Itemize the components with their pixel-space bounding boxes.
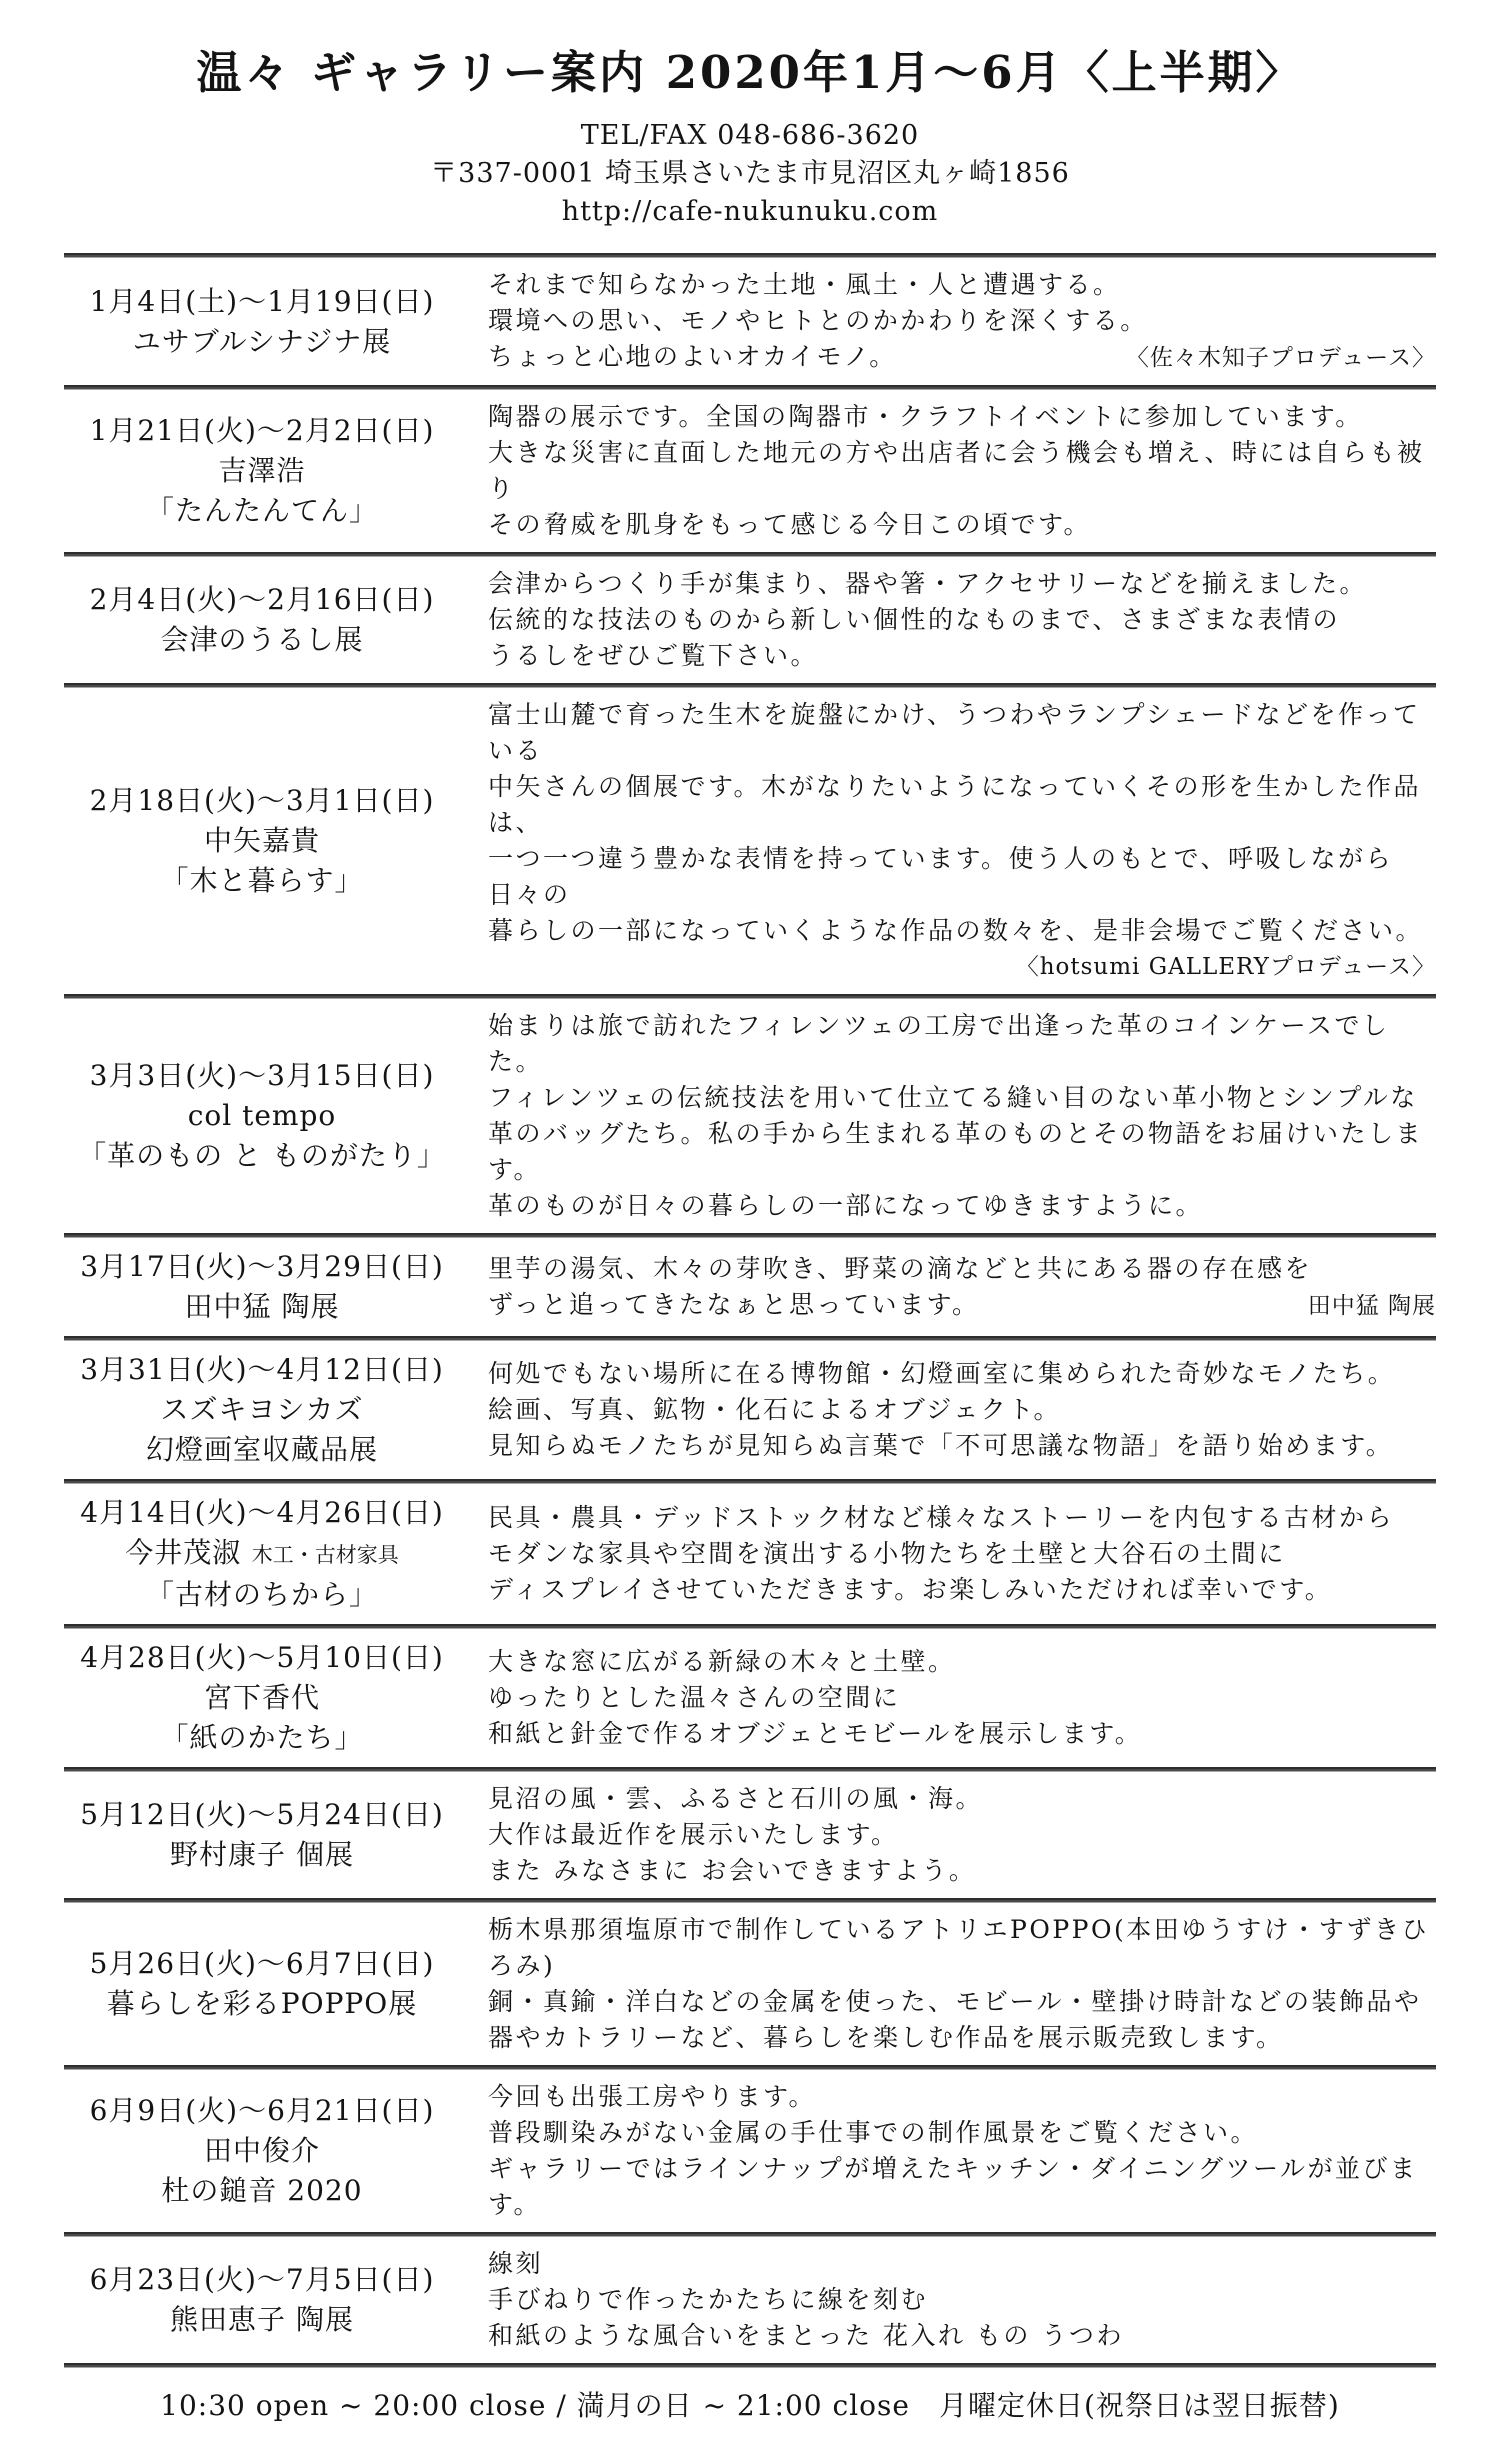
description-line (488, 697, 1436, 769)
description-text: 栃木県那須塩原市で制作しているアトリエPOPPO(本田ゆうすけ・すずきひろみ) (488, 1915, 1429, 1980)
description-line (488, 638, 1436, 674)
description-line (488, 1392, 1436, 1428)
description-text: 陶器の展示です。全国の陶器市・クラフトイベントに参加しています。 (488, 402, 1363, 431)
entry-title: 会津のうるし展 (160, 623, 364, 656)
entry-title: 「たんたんてん」 (145, 494, 378, 527)
description-text: 器やカトラリーなど、暮らしを楽しむ作品を展示販売致します。 (488, 2023, 1284, 2052)
exhibition-entry (64, 1341, 1436, 1479)
description-text: 何処でもない場所に在る博物館・幻燈画室に集められた奇妙なモノたち。 (488, 1359, 1396, 1388)
description-text: また みなさまに お会いできますよう。 (488, 1856, 977, 1885)
description-line (488, 841, 1436, 913)
address-line: 〒337-0001 埼玉県さいたま市見沼区丸ヶ崎1856 (430, 158, 1070, 189)
page-title: 温々 ギャラリー案内 2020年1月〜6月〈上半期〉 (196, 46, 1304, 99)
entry-title: 中矢嘉貴 (203, 824, 320, 857)
entry-description (488, 2079, 1436, 2223)
exhibition-entry (64, 1238, 1436, 1336)
description-line (488, 1781, 1436, 1817)
description-text: 手びねりで作ったかたちに線を刻む (488, 2285, 929, 2314)
description-text: 見沼の風・雲、ふるさと石川の風・海。 (488, 1784, 984, 1813)
description-text: 中矢さんの個展です。木がなりたいようになっていくその形を生かした作品は、 (488, 772, 1422, 837)
description-text: うるしをぜひご覧下さい。 (488, 641, 819, 670)
description-line (488, 1912, 1436, 1984)
description-text: 革のバッグたち。私の手から生まれる革のものとその物語をお届けいたします。 (488, 1119, 1424, 1184)
entry-date: 4月28日(火)〜5月10日(日) (80, 1641, 444, 1674)
entry-date: 6月9日(火)〜6月21日(日) (89, 2094, 435, 2127)
exhibition-entry (64, 1772, 1436, 1898)
description-text: 普段馴染みがない金属の手仕事での制作風景をご覧ください。 (488, 2118, 1259, 2147)
entry-date: 4月14日(火)〜4月26日(日) (80, 1496, 444, 1529)
description-text: 線刻 (488, 2249, 544, 2278)
description-text: 見知らぬモノたちが見知らぬ言葉で「不可思議な物語」を語り始めます。 (488, 1431, 1394, 1460)
description-line (488, 1008, 1436, 1080)
exhibition-entry (64, 999, 1436, 1233)
description-text: 暮らしの一部になっていくような作品の数々を、是非会場でご覧ください。 (488, 916, 1424, 945)
description-line (488, 1984, 1436, 2020)
entry-title: 熊田恵子 陶展 (170, 2303, 354, 2336)
exhibition-entry (64, 557, 1436, 683)
entry-heading (64, 2091, 460, 2211)
entry-heading (64, 580, 460, 660)
description-line (488, 602, 1436, 638)
description-line (488, 2318, 1436, 2354)
description-text: 和紙のような風合いをまとった 花入れ もの うつわ (488, 2321, 1124, 2350)
entry-description (488, 2246, 1436, 2354)
entry-description (488, 1644, 1436, 1752)
description-text: 民具・農具・デッドストック材など様々なストーリーを内包する古材から (488, 1503, 1395, 1532)
entry-date: 5月26日(火)〜6月7日(日) (89, 1947, 435, 1980)
description-text: 革のものが日々の暮らしの一部になってゆきますように。 (488, 1191, 1204, 1220)
entry-date: 3月17日(火)〜3月29日(日) (80, 1250, 444, 1283)
description-text: 環境への思い、モノやヒトとのかかわりを深くする。 (488, 306, 1148, 335)
description-line (488, 949, 1436, 985)
opening-hours: 10:30 open ~ 20:00 close / 満月の日 ~ 21:00 close 月曜定休日(祝祭日は翌日振替) (160, 2389, 1340, 2422)
entry-title: 田中猛 陶展 (184, 1290, 340, 1323)
document-header (64, 36, 1436, 231)
description-line (488, 399, 1436, 435)
exhibition-entry (64, 688, 1436, 994)
description-line (488, 913, 1436, 949)
entry-title: 「木と暮らす」 (160, 864, 364, 897)
entry-description (488, 1912, 1436, 2056)
entry-date: 2月4日(火)〜2月16日(日) (89, 583, 435, 616)
description-line (488, 1251, 1436, 1287)
description-line (488, 435, 1436, 507)
description-text: 一つ一つ違う豊かな表情を持っています。使う人のもとで、呼吸しながら日々の (488, 844, 1394, 909)
description-line (488, 1188, 1436, 1224)
entry-title: 野村康子 個展 (170, 1838, 354, 1871)
description-line (488, 2079, 1436, 2115)
exhibition-entry (64, 1484, 1436, 1624)
entry-description (488, 1251, 1436, 1324)
entry-description (488, 697, 1436, 985)
entry-title: 吉澤浩 (218, 454, 306, 487)
description-text: ディスプレイさせていただきます。お楽しみいただければ幸いです。 (488, 1575, 1333, 1604)
description-line (488, 507, 1436, 543)
description-text: 銅・真鍮・洋白などの金属を使った、モビール・壁掛け時計などの装飾品や (488, 1987, 1422, 2016)
description-line (488, 769, 1436, 841)
description-line (488, 2246, 1436, 2282)
description-line (488, 1817, 1436, 1853)
entry-description (488, 566, 1436, 674)
entries-list (64, 258, 1436, 2368)
description-line (488, 1116, 1436, 1188)
entry-date: 2月18日(火)〜3月1日(日) (89, 784, 435, 817)
exhibition-entry (64, 2237, 1436, 2363)
entry-description (488, 1008, 1436, 1224)
description-text: 今回も出張工房やります。 (488, 2082, 817, 2111)
description-line (488, 2282, 1436, 2318)
entry-heading (64, 282, 460, 362)
entry-title: ユサブルシナジナ展 (132, 324, 392, 358)
entry-description (488, 267, 1436, 376)
description-text: 大きな窓に広がる新緑の木々と土壁。 (488, 1647, 956, 1676)
entry-heading (64, 1944, 460, 2024)
description-line (488, 1080, 1436, 1116)
entry-subtitle: 木工・古材家具 (241, 1543, 399, 1567)
description-text: 大きな災害に直面した地元の方や出店者に会う機会も増え、時には自らも被り (488, 438, 1425, 503)
exhibition-entry (64, 1629, 1436, 1767)
description-text: 伝統的な技法のものから新しい個性的なものまで、さまざまな表情の (488, 605, 1341, 634)
description-line (488, 2115, 1436, 2151)
exhibition-entry (64, 258, 1436, 385)
description-text: ギャラリーではラインナップが増えたキッチン・ダイニングツールが並びます。 (488, 2154, 1418, 2219)
entry-heading (64, 1638, 460, 1758)
entry-heading (64, 1350, 460, 1470)
description-line (488, 1500, 1436, 1536)
entry-heading (64, 1493, 460, 1615)
description-text: ちょっと心地のよいオカイモノ。 (488, 342, 897, 371)
description-line (488, 1536, 1436, 1572)
entry-description (488, 399, 1436, 543)
entry-title: 田中俊介 (203, 2134, 320, 2167)
entry-title: 宮下香代 (203, 1681, 320, 1714)
entry-description (488, 1781, 1436, 1889)
entry-title: 今井茂淑 木工・古材家具 (125, 1536, 399, 1569)
entry-description (488, 1500, 1436, 1608)
entry-title: 「古材のちから」 (145, 1578, 378, 1611)
entry-heading (64, 1056, 460, 1176)
entry-description (488, 1356, 1436, 1464)
description-text: フィレンツェの伝統技法を用いて仕立てる縫い目のない革小物とシンプルな (488, 1083, 1418, 1112)
description-text: 富士山麓で育った生木を旋盤にかけ、うつわやランプシェードなどを作っている (488, 700, 1421, 765)
producer-note: 〈佐々木知子プロデュース〉 (1125, 345, 1436, 371)
entry-heading (64, 2260, 460, 2340)
entry-date: 3月3日(火)〜3月15日(日) (89, 1059, 435, 1092)
entry-heading (64, 781, 460, 901)
description-line (488, 1572, 1436, 1608)
description-line (488, 1644, 1436, 1680)
entry-date: 5月12日(火)〜5月24日(日) (80, 1798, 444, 1831)
description-text: その脅威を肌身をもって感じる今日この頃です。 (488, 510, 1092, 539)
exhibition-entry (64, 1903, 1436, 2065)
entry-date: 6月23日(火)〜7月5日(日) (89, 2263, 435, 2296)
entry-heading (64, 411, 460, 531)
description-line (488, 1853, 1436, 1889)
description-text: 和紙と針金で作るオブジェとモビールを展示します。 (488, 1719, 1143, 1748)
entry-date: 1月4日(土)〜1月19日(日) (89, 284, 435, 318)
description-line (488, 303, 1436, 339)
entry-title: 「紙のかたち」 (160, 1721, 364, 1754)
entry-title: 「革のもの と ものがたり」 (78, 1139, 446, 1172)
entry-title: 杜の鎚音 2020 (161, 2174, 363, 2207)
description-text: ずっと追ってきたなぁと思っています。 (488, 1289, 980, 1319)
entry-date: 1月21日(火)〜2月2日(日) (89, 414, 435, 447)
description-line (488, 1716, 1436, 1752)
entry-title: 幻燈画室収蔵品展 (145, 1433, 378, 1466)
description-line (488, 1356, 1436, 1392)
description-text: 大作は最近作を展示いたします。 (488, 1820, 899, 1849)
description-line (488, 267, 1436, 303)
description-text: 会津からつくり手が集まり、器や箸・アクセサリーなどを揃えました。 (488, 569, 1368, 598)
website-url: http://cafe-nukunuku.com (561, 196, 939, 227)
description-text: それまで知らなかった土地・風土・人と遭遇する。 (488, 270, 1121, 299)
description-text: 始まりは旅で訪れたフィレンツェの工房で出逢った革のコインケースでした。 (488, 1011, 1390, 1076)
entry-date: 3月31日(火)〜4月12日(日) (80, 1353, 444, 1386)
description-line (488, 2151, 1436, 2223)
entry-title: col tempo (187, 1099, 337, 1132)
description-line (488, 1287, 1436, 1324)
entry-title: スズキヨシカズ (160, 1393, 364, 1426)
producer-note: 〈hotsumi GALLERYプロデュース〉 (1015, 954, 1436, 980)
description-text: ゆったりとした温々さんの空間に (488, 1683, 901, 1712)
exhibition-entry (64, 390, 1436, 552)
entry-heading (64, 1247, 460, 1327)
description-line (488, 1428, 1436, 1464)
entry-heading (64, 1795, 460, 1875)
description-text: モダンな家具や空間を演出する小物たちを土壁と大谷石の土間に (488, 1539, 1286, 1568)
description-line (488, 2020, 1436, 2056)
exhibition-entry (64, 2070, 1436, 2232)
description-text: 絵画、写真、鉱物・化石によるオブジェクト。 (488, 1395, 1062, 1424)
description-line (488, 1680, 1436, 1716)
producer-note: 田中猛 陶展 (1307, 1292, 1436, 1319)
telfax-line: TEL/FAX 048-686-3620 (580, 120, 920, 151)
description-line (488, 339, 1436, 376)
description-text: 里芋の湯気、木々の芽吹き、野菜の滴などと共にある器の存在感を (488, 1253, 1313, 1283)
description-line (488, 566, 1436, 602)
entry-title: 暮らしを彩るPOPPO展 (106, 1987, 418, 2020)
